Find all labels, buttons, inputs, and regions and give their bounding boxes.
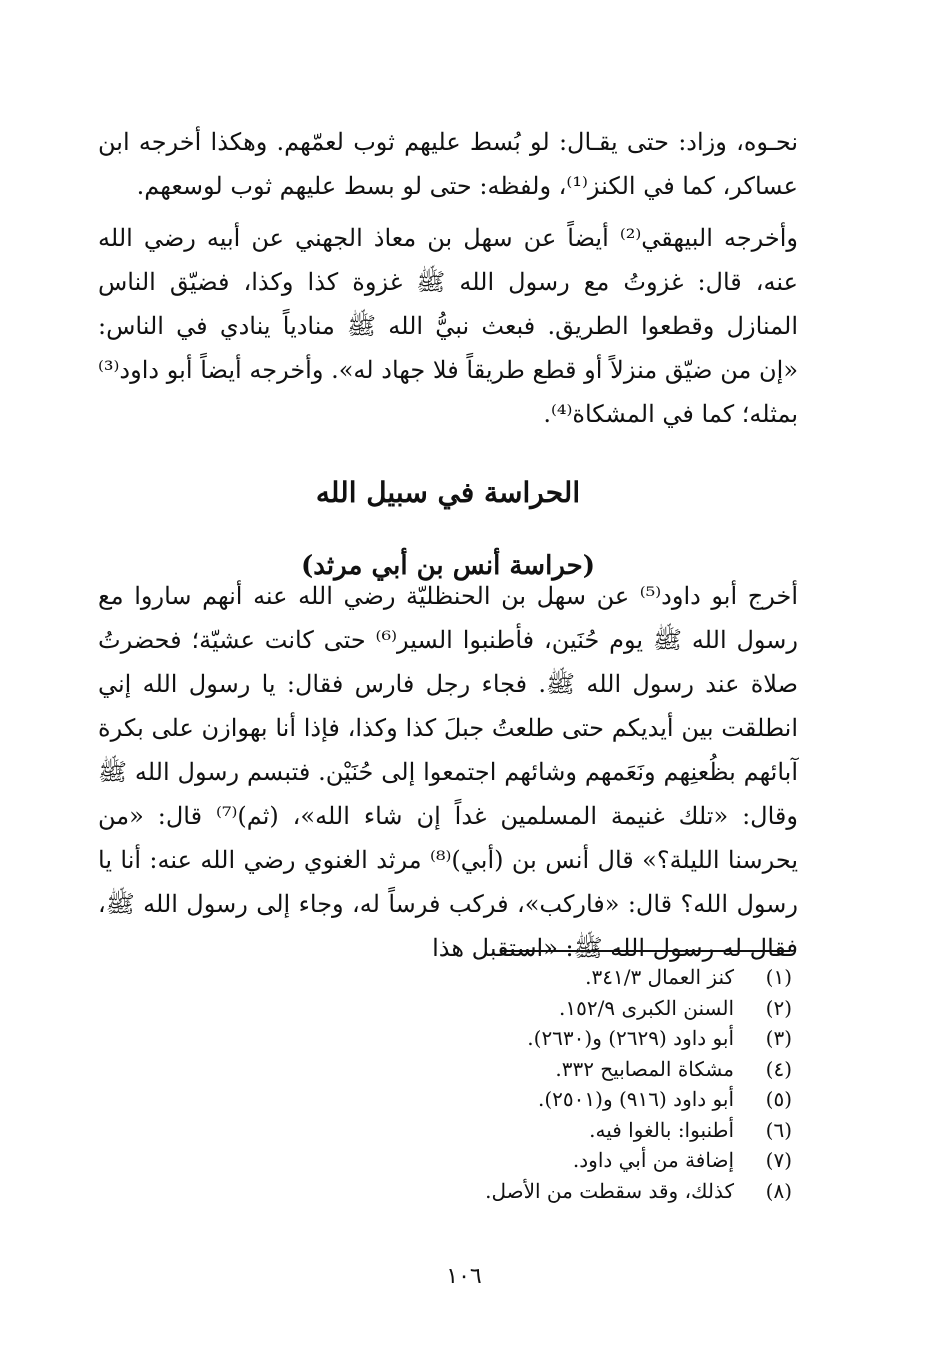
- section-subheading: (حراسة أنس بن أبي مرثد): [300, 550, 596, 581]
- footnote-number: (٢): [765, 995, 792, 1020]
- body-paragraph-1: [98, 120, 798, 208]
- footnote-number: (٧): [765, 1148, 792, 1172]
- footnote-item: [272, 1145, 792, 1176]
- footnote-number: (٣): [765, 1026, 792, 1050]
- footnote-number: (٨): [765, 1178, 792, 1203]
- footnote-text: أطنبوا: بالغوا فيه.: [589, 1117, 734, 1142]
- footnote-divider: [500, 950, 790, 952]
- footnote-text: كنز العمال ٣٤١/٣.: [585, 965, 734, 989]
- footnote-item: [272, 1084, 792, 1115]
- footnote-number: (٤): [765, 1056, 792, 1081]
- footnote-text: أبو داود (٩١٦) و(٢٥٠١).: [538, 1087, 734, 1111]
- footnote-text: أبو داود (٢٦٢٩) و(٢٦٣٠).: [527, 1026, 734, 1050]
- footnote-number: (٥): [765, 1087, 792, 1111]
- footnote-item: [272, 1176, 792, 1207]
- section-heading: الحراسة في سبيل الله: [315, 475, 581, 509]
- paragraph-text: نحـوه، وزاد: حتى يقـال: لو بُسط عليهم ثوب لعمّهم. وهكذا أخرجه ابن عساكر، كما في الكنز⁽¹⁾، ولفظه: حتى لو بسط عليهم ثوب لوسعهم.: [98, 128, 798, 200]
- paragraph-text: أخرج أبو داود⁽⁵⁾ عن سهل بن الحنظليّة رضي الله عنه أنهم ساروا مع رسول الله ﷺ يوم حُنَين، فأطنبوا السير⁽⁶⁾ حتى كانت عشيّة؛ فحضرتُ صلاة عند رسول الله ﷺ. فجاء رجل فارس فقال: يا رسول الله إني انطلقت بين أيديكم حتى طلعتُ جبلَ كذا وكذا، فإذا أنا بهوازن على بكرة آبائهم بظُعنِهم ونَعَمهم وشائهم اجتمعوا إلى حُنَيْن. فتبسم رسول الله ﷺ وقال: «تلك غنيمة المسلمين غداً إن شاء الله»، (ثم)⁽⁷⁾ قال: «من يحرسنا الليلة؟» قال أنس بن (أبي)⁽⁸⁾ مرثد الغنوي رضي الله عنه: أنا يا رسول الله؟ قال: «فاركب»، فركب فرساً له، وجاء إلى رسول الله ﷺ، فقال له رسول الله ﷺ: «استقبل هذا: [98, 582, 799, 962]
- body-paragraph-3: [98, 574, 798, 970]
- footnote-text: السنن الكبرى ١٥٢/٩.: [559, 995, 734, 1020]
- footnote-item: [272, 1023, 792, 1054]
- footnote-text: إضافة من أبي داود.: [572, 1148, 734, 1172]
- footnotes-list: [272, 962, 792, 1206]
- footnote-number: (٦): [765, 1117, 792, 1142]
- footnote-text: مشكاة المصابيح ٣٣٢.: [555, 1056, 734, 1081]
- footnote-number: (١): [765, 965, 792, 989]
- footnote-item: [272, 962, 792, 993]
- footnote-text: كذلك، وقد سقطت من الأصل.: [485, 1178, 734, 1203]
- footnote-item: [272, 993, 792, 1024]
- page-number: ١٠٦: [446, 1264, 482, 1289]
- body-paragraph-2: [98, 216, 798, 436]
- paragraph-text: وأخرجه البيهقي⁽²⁾ أيضاً عن سهل بن معاذ الجهني عن أبيه رضي الله عنه، قال: غزوتُ مع رسول الله ﷺ غزوة كذا وكذا، فضيّق الناس المنازل وقطعوا الطريق. فبعث نبيُّ الله ﷺ منادياً ينادي في الناس: «إن من ضيّق منزلاً أو قطع طريقاً فلا جهاد له». وأخرجه أيضاً أبو داود⁽³⁾ بمثله؛ كما في المشكاة⁽⁴⁾.: [98, 224, 798, 428]
- footnote-item: [272, 1054, 792, 1085]
- footnote-item: [272, 1115, 792, 1146]
